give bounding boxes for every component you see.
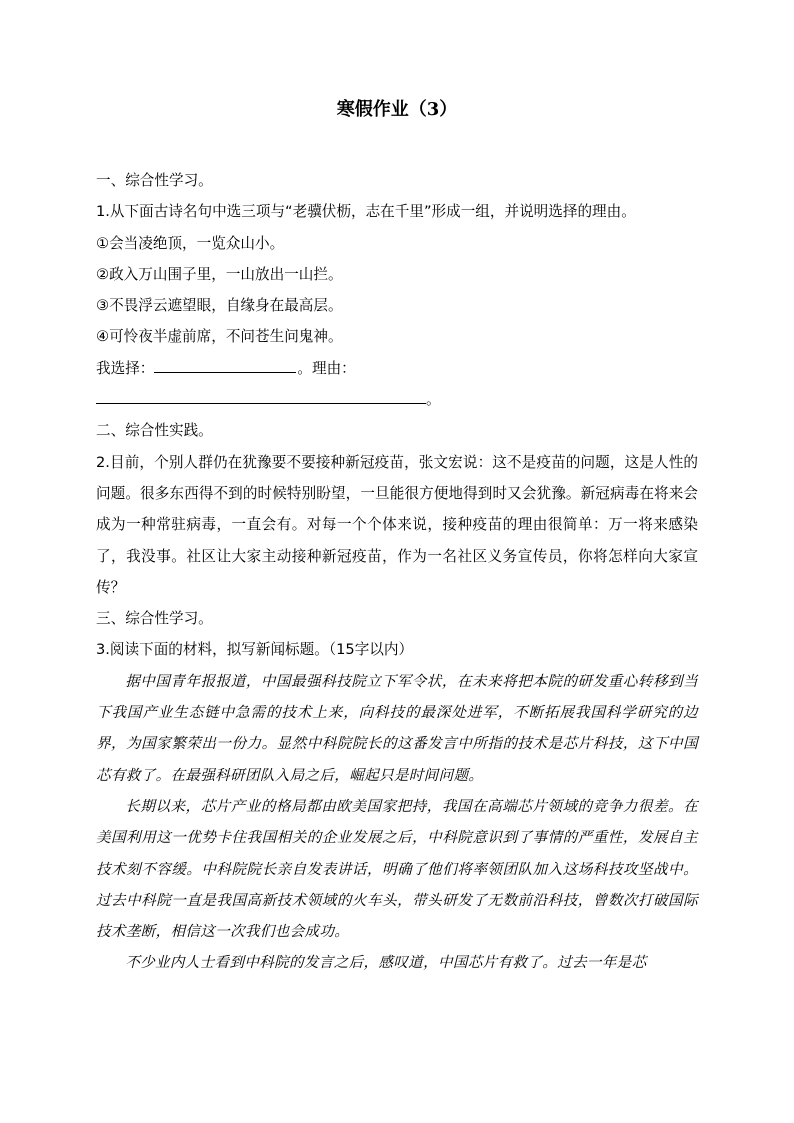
question-1-text: 1.从下面古诗名句中选三项与“老骥伏枥，志在千里”形成一组，并说明选择的理由。 bbox=[96, 203, 636, 221]
material-paragraph: 不少业内人士看到中科院的发言之后，感叹道，中国芯片有救了。过去一年是芯 bbox=[125, 954, 647, 972]
choose-label: 我选择： bbox=[96, 359, 155, 377]
option-1: ①会当凌绝顶，一览众山小。 bbox=[96, 234, 285, 252]
answer-line-reason bbox=[96, 384, 698, 415]
option-2: ②政入万山围子里，一山放出一山拦。 bbox=[96, 265, 343, 283]
section3-heading: 三、综合性学习。 bbox=[96, 610, 213, 628]
section2-heading: 二、综合性实践。 bbox=[96, 422, 213, 440]
reason-end-mark: 。 bbox=[426, 391, 441, 409]
option-3: ③不畏浮云遮望眼，自缘身在最高层。 bbox=[96, 297, 343, 315]
question-3-text: 3.阅读下面的材料，拟写新闻标题。（15字以内） bbox=[96, 641, 414, 659]
reason-label: 。理由： bbox=[297, 359, 356, 377]
question-2-text: 2.目前，个别人群仍在犹豫要不要接种新冠疫苗，张文宏说：这不是疫苗的问题，这是人性的问题。很多东西得不到的时候特别盼望，一旦能很方便地得到时又会犹豫。新冠病毒在将来会成为一种常驻病毒，一直会有。对每一个个体来说，接种疫苗的理由很简单：万一将来感染了，我没事。社区让大家主动接种新冠疫苗，作为一名社区义务宣传员，你将怎样向大家宣传？ bbox=[96, 453, 698, 596]
choice-blank[interactable] bbox=[154, 354, 296, 373]
page-title: 寒假作业（3） bbox=[336, 99, 458, 120]
answer-line-choice bbox=[96, 353, 698, 384]
material-paragraph: 据中国青年报报道，中国最强科技院立下军令状，在未来将把本院的研发重心转移到当下我国产业生态链中急需的技术上来，向科技的最深处进军，不断拓展我国科学研究的边界，为国家繁荣出一份力。显然中科院院长的这番发言中所指的技术是芯片科技，这下中国芯有救了。在最强科研团队入局之后，崛起只是时间问题。 bbox=[96, 672, 698, 784]
section1-heading: 一、综合性学习。 bbox=[96, 172, 213, 189]
option-4: ④可怜夜半虚前席，不问苍生问鬼神。 bbox=[96, 328, 343, 346]
material-paragraph: 长期以来，芯片产业的格局都由欧美国家把持，我国在高端芯片领域的竞争力很差。在美国利用这一优势卡住我国相关的企业发展之后，中科院意识到了事情的严重性，发展自主技术刻不容缓。中科院院长亲自发表讲话，明确了他们将率领团队加入这场科技攻坚战中。过去中科院一直是我国高新技术领域的火车头，带头研发了无数前沿科技，曾数次打破国际技术垄断，相信这一次我们也会成功。 bbox=[96, 797, 698, 941]
reason-blank[interactable] bbox=[96, 385, 426, 404]
